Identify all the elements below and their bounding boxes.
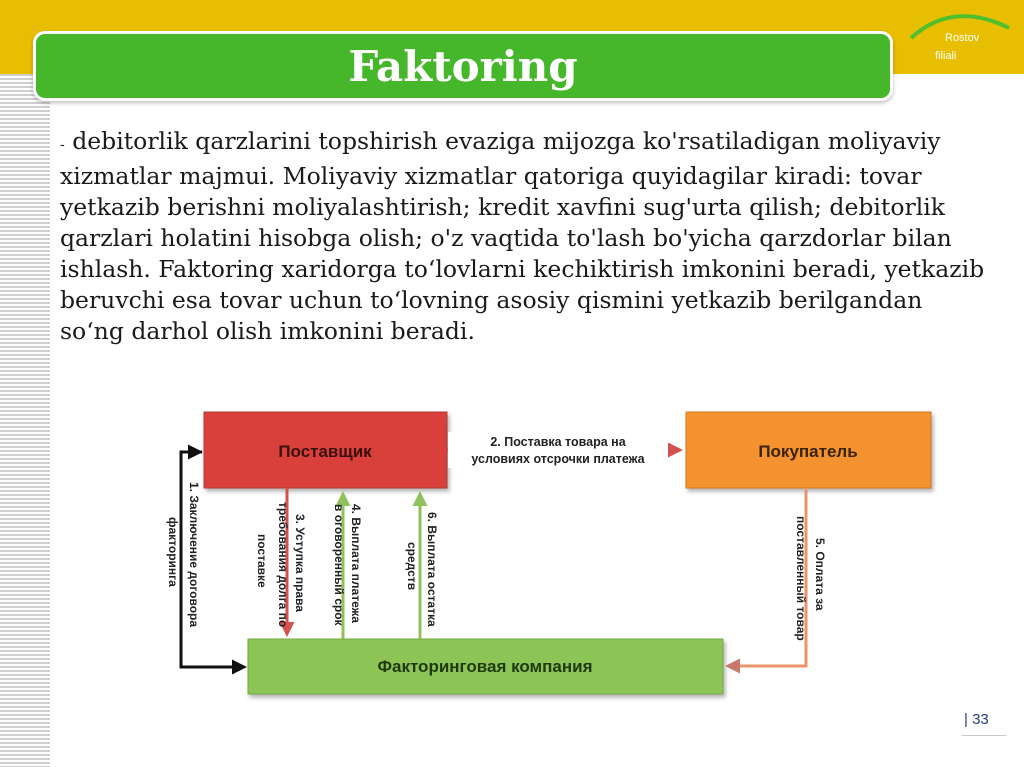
arrow-delivery-line1: 2. Поставка товара на xyxy=(490,435,626,449)
factor-label: Факторинговая компания xyxy=(377,657,593,676)
logo-line2: filiali xyxy=(935,50,957,62)
body-text: debitorlik qarzlarini topshirish evaziga mijozga ko'rsatiladigan moliyaviy xizmatlar majmui. Moliyaviy xizmatlar qatoriga quyidagilar kiradi: tovar yetkazib berishni moliyalashtirish; kredit xavfini sug'urta qilish; debitorlik qarzlari holatini hisobga olish; o'z vaqtida to'lash bo'yicha qarzdorlar bilan ishlash. Faktoring xaridorga to‘lovlarni kechiktirish imkonini beradi, yetkazib beruvchi esa tovar uchun to‘lovning asosiy qismini yetkazib berilgandan so‘ng darhol olish imkonini beradi. xyxy=(60,127,985,345)
logo-line1: Rostov xyxy=(945,32,980,44)
arrow-buyer-payment-line1: 5. Оплата за xyxy=(813,538,827,611)
arrow-remainder-line1: 6. Выплата остатка xyxy=(425,512,439,627)
footer-divider xyxy=(962,735,1006,736)
arrow-assignment-line2: требования долга по xyxy=(276,502,290,628)
arrow-payment-line1: 4. Выплата платежа xyxy=(349,504,363,623)
arrow-buyer-payment-line2: поставленный товар xyxy=(794,516,808,641)
arrow-contract-line1: 1. Заключение договора xyxy=(187,482,201,628)
arrow-assignment-line3: поставке xyxy=(255,534,269,588)
slide-title: Faktoring xyxy=(348,41,578,91)
buyer-label: Покупатель xyxy=(758,442,858,461)
arrow-contract-line2: факторинга xyxy=(166,517,180,587)
page-number: | 33 xyxy=(964,711,989,728)
body-dash: - xyxy=(60,137,65,153)
arrow-remainder-line2: средств xyxy=(405,542,419,591)
supplier-label: Поставщик xyxy=(278,442,372,461)
arrow-delivery-line2: условиях отсрочки платежа xyxy=(471,452,645,466)
arrow-assignment-line1: 3. Уступка права xyxy=(293,514,307,612)
arrow-payment-line2: в оговоренный срок xyxy=(332,504,346,626)
